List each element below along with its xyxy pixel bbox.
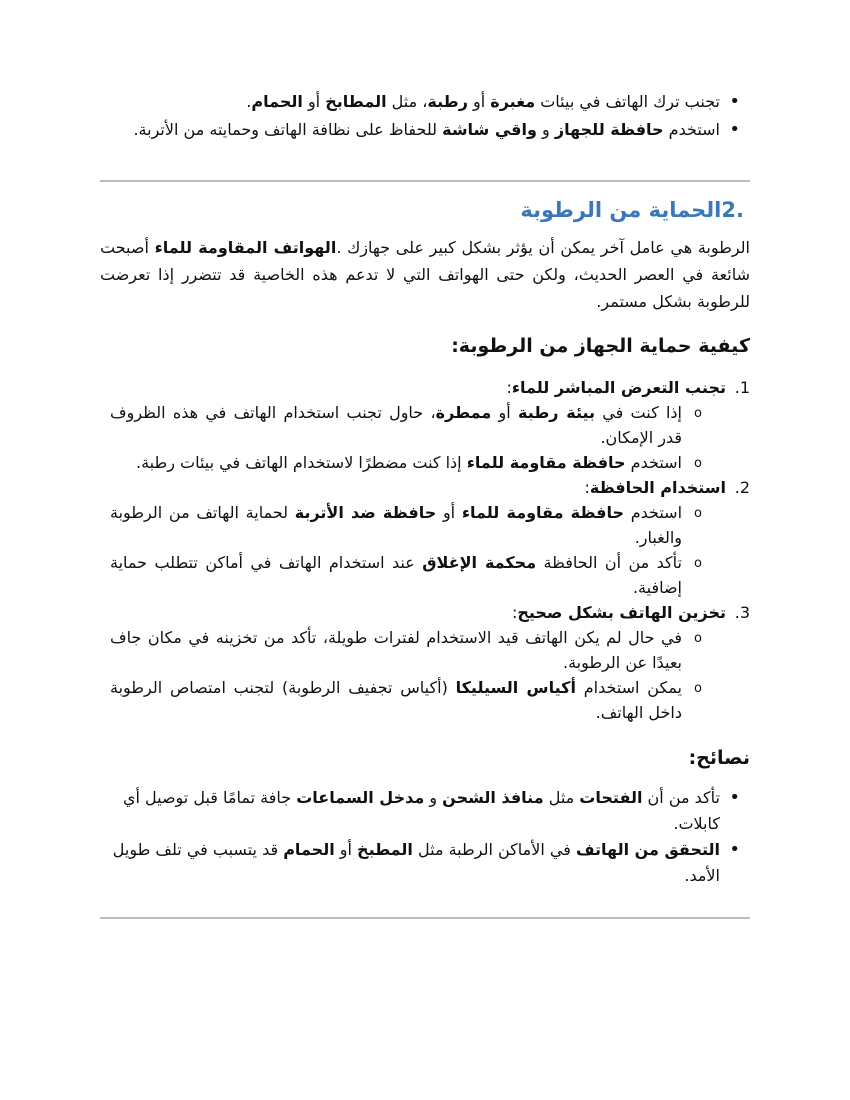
top-bullet-list [100,88,750,144]
text-segment: في الأماكن الرطبة مثل [412,840,576,859]
step-title: تجنب التعرض المباشر للماء [511,378,726,397]
bold-term: رطبة [427,92,468,111]
bold-term: الفتحات [579,788,643,807]
divider [100,180,750,182]
bold-term: واقي شاشة [442,120,537,139]
bold-term: بيئة رطبة [517,403,596,422]
step-number: 2. [734,478,750,497]
bold-term: حافظة ضد الأتربة [294,503,437,522]
text-segment: ، حاول تجنب استخدام الهاتف في هذه الظروف قدر الإمكان. [110,403,682,447]
bold-term: المطبخ [357,840,413,859]
bold-term: مغبرة [490,92,536,111]
document-page [100,88,750,919]
text-segment: . [246,92,252,111]
text-segment: أو [436,503,462,522]
text-segment: أو [491,403,518,422]
text-segment: في حال لم يكن الهاتف قيد الاستخدام لفترات طويلة، تأكد من تخزينه في مكان جاف بعيدًا عن الرطوبة. [110,628,682,672]
text-segment: استخدم [625,453,682,472]
step-item: 3. تخزين الهاتف بشكل صحيح: o في حال لم يكن الهاتف قيد الاستخدام لفترات طويلة، تأكد من تخزينه في مكان جاف بعيدًا عن الرطوبة. o يمكن استخدام أكياس السيليكا (أكياس تجفيف الرطوبة) لتجنب امتصاص الرطوبة داخل الهاتف. [100,600,750,725]
list-item [100,785,750,837]
sub-item [100,450,726,475]
text-segment: إذا كنت في [595,403,683,422]
step-item: 1. تجنب التعرض المباشر للماء: o إذا كنت في بيئة رطبة أو ممطرة، حاول تجنب استخدام الهاتف في هذه الظروف قدر الإمكان. o استخدم حافظة مقاومة للماء إذا كنت مضطرًا لاستخدام الهاتف في بيئات رطبة. [100,375,750,475]
steps-list [100,375,750,725]
bold-term: المطابخ [325,92,387,111]
text-segment: للحفاظ على نظافة الهاتف وحمايته من الأتربة. [133,120,443,139]
text-segment: استخدم [663,120,720,139]
divider [100,917,750,919]
intro-text-continued: أصبحت شائعة في العصر الحديث، ولكن حتى الهواتف التي لا تدعم هذه الخاصية قد تتضرر إذا تعرضت للرطوبة بشكل مستمر. [100,238,750,311]
text-segment: و [536,120,555,139]
bold-term: محكمة الإغلاق [422,553,537,572]
text-segment: استخدم [624,503,683,522]
bold-term: حافظة مقاومة للماء [466,453,626,472]
text-segment: مثل [543,788,580,807]
sub-list [100,400,726,475]
sub-item [100,550,726,600]
bold-term: الحمام [251,92,303,111]
bold-term: أكياس السيليكا [455,678,576,697]
text-segment: ، مثل [386,92,428,111]
text-segment: يمكن استخدام [575,678,683,697]
step-number: 3. [734,603,750,622]
text-segment: لحماية الهاتف من الرطوبة والغبار. [110,503,682,547]
intro-bold-term: الهواتف المقاومة للماء [154,238,337,257]
text-segment: تجنب ترك الهاتف في بيئات [535,92,720,111]
text-segment: و [424,788,443,807]
list-item [100,837,750,889]
howto-heading: كيفية حماية الجهاز من الرطوبة: [451,335,750,357]
step-number: 1. [734,378,750,397]
bold-term: مدخل السماعات [296,788,425,807]
section-heading: .2الحماية من الرطوبة [520,198,744,222]
intro-paragraph [100,234,750,315]
sub-item [100,400,726,450]
list-item [100,116,750,144]
bold-term: ممطرة [435,403,492,422]
tips-heading: نصائح: [688,747,750,769]
sub-list [100,625,726,725]
sub-item [100,500,726,550]
bold-term: الحمام [283,840,335,859]
text-segment: أو [334,840,358,859]
text-segment: إذا كنت مضطرًا لاستخدام الهاتف في بيئات رطبة. [135,453,467,472]
text-segment: عند استخدام الهاتف في أماكن تتطلب حماية إضافية. [110,553,682,597]
bold-term: حافظة مقاومة للماء [461,503,624,522]
bold-term: التحقق من الهاتف [575,840,720,859]
text-segment: (أكياس تجفيف الرطوبة) لتجنب امتصاص الرطوبة داخل الهاتف. [110,678,682,722]
bold-term: حافظة للجهاز [554,120,664,139]
text-segment: تأكد من أن [642,788,720,807]
step-item: 2. استخدام الحافظة: o استخدم حافظة مقاومة للماء أو حافظة ضد الأتربة لحماية الهاتف من الرطوبة والغبار. o تأكد من أن الحافظة محكمة الإغلاق عند استخدام الهاتف في أماكن تتطلب حماية إضافية. [100,475,750,600]
intro-text: الرطوبة هي عامل آخر يمكن أن يؤثر بشكل كبير على جهازك . [336,238,751,257]
sub-item [100,675,726,725]
step-title: تخزين الهاتف بشكل صحيح [517,603,726,622]
step-title: استخدام الحافظة [589,478,726,497]
text-segment: جافة تمامًا قبل توصيل أي كابلات. [122,788,720,833]
bold-term: منافذ الشحن [442,788,544,807]
text-segment: أو [302,92,326,111]
text-segment: أو [467,92,491,111]
sub-list [100,500,726,600]
list-item [100,88,750,116]
sub-item [100,625,726,675]
text-segment: قد يتسبب في تلف طويل الأمد. [112,840,720,885]
tips-list [100,785,750,889]
text-segment: تأكد من أن الحافظة [536,553,682,572]
